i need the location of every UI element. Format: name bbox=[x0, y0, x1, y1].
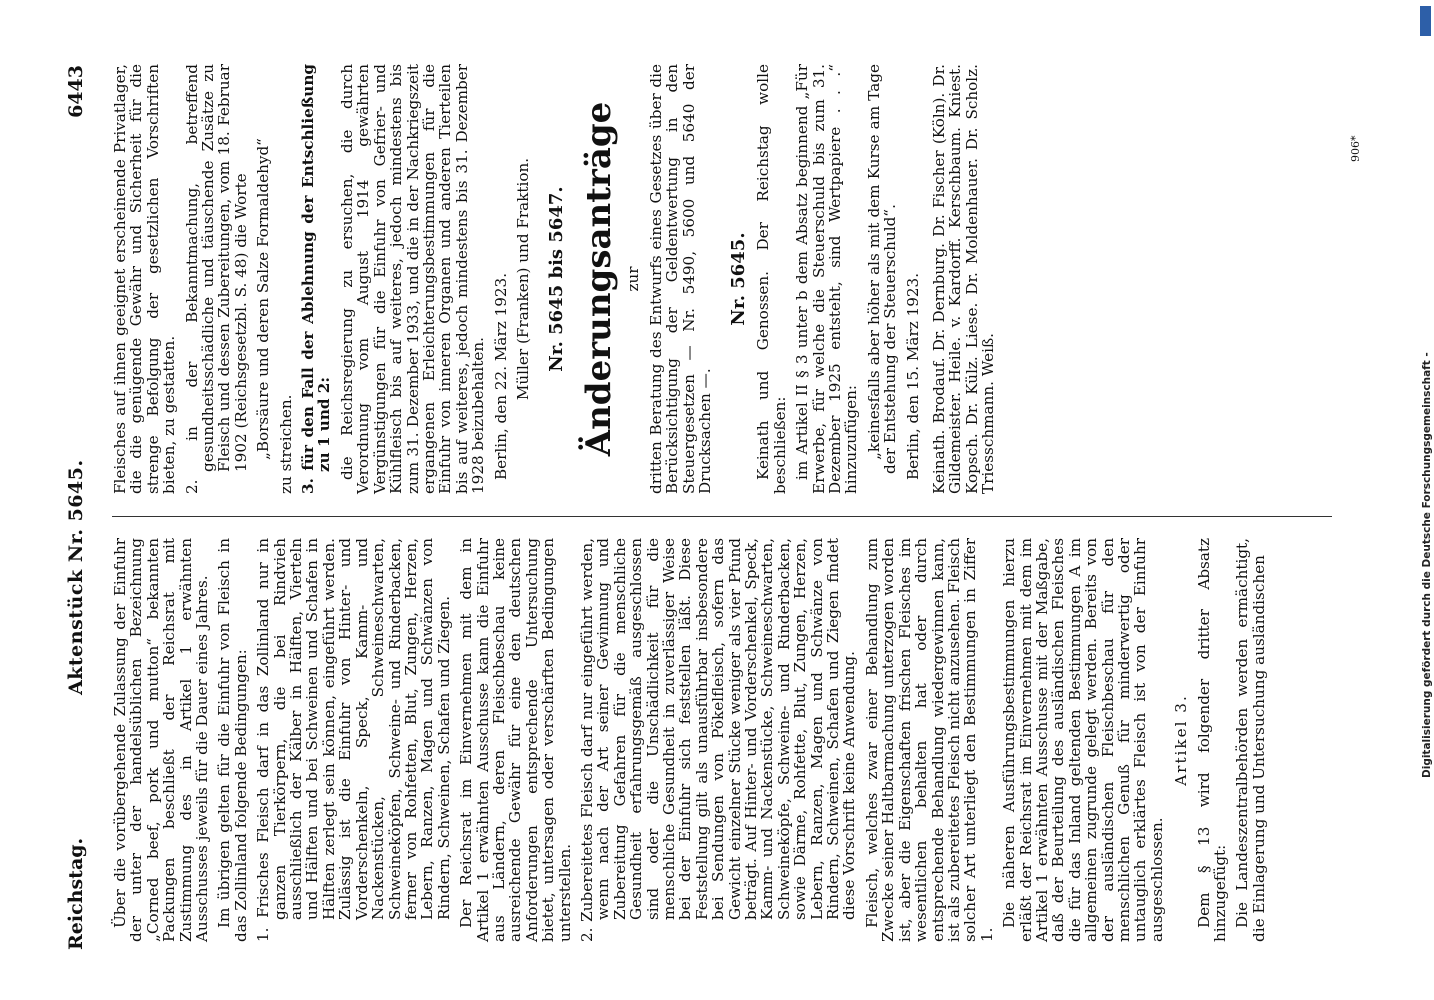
paragraph: zu streichen. bbox=[276, 394, 295, 494]
paragraph: Keinath und Genossen. Der Reichstag wolle beschließen: bbox=[754, 64, 789, 494]
date-line: Berlin, den 22. März 1923. bbox=[491, 272, 510, 480]
zur-label: zur bbox=[624, 266, 643, 292]
paragraph: Der Reichsrat im Einvernehmen mit dem in Artikel 1 erwähnten Ausschusse kann die Einfuhr aus Ländern, deren Fleischbeschau keine ausreichende Gewähr für eine den deutschen Anforderungen entsprechende Untersuchung bietet, untersagen oder verschärften Bedingungen unterstellen. bbox=[457, 538, 574, 942]
paragraph: die Reichsregierung zu ersuchen, die durch Verordnung vom August 1914 gewährten Vergünstigungen für die Einfuhr von Gefrier- und Kühlfleisch bis auf weiteres, jedoch mindestens bis zum 31. Dezember 1933, und die in der Nachkriegszeit ergangenen Erleichterungsbestimmungen für die Einfuhr von inneren Organen und anderen Tierteilen bis auf weiteres, jedoch mindestens bis 31. Dezember 1928 beizubehalten. bbox=[337, 64, 488, 494]
quoted-words: „Borsäure und deren Salze Formaldehyd“ bbox=[254, 138, 273, 460]
paragraph: Die Landeszentralbehörden werden ermächtigt, die Einlagerung und Untersuchung ausländischen bbox=[1233, 538, 1268, 942]
page-number: 6443 bbox=[65, 65, 87, 118]
date-line: Berlin, den 15. März 1923. bbox=[903, 272, 922, 480]
digitization-credit bbox=[1418, 0, 1432, 1000]
header-title: Aktenstück Nr. 5645. bbox=[65, 459, 87, 695]
paragraph: Die näheren Ausführungsbestimmungen hierzu erläßt der Reichsrat im Einvernehmen mit dem im Artikel 1 erwähnten Ausschusse mit der Maßgabe, daß der Beurteilung des ausländischen Fleisches die für das Inland geltenden Bestimmungen A im allgemeinen zugrunde gelegt werden. Bereits von der ausländischen Fleischbeschau für den menschlichen Genuß für minderwertig oder untauglich erklärtes Fleisch ist von der Einfuhr ausgeschlossen. bbox=[1000, 538, 1166, 942]
list-item: 3. für den Fall der Ablehnung der Entschließung zu 1 und 2: bbox=[299, 64, 334, 494]
section-range: Nr. 5645 bis 5647. bbox=[546, 186, 568, 372]
motion-number: Nr. 5645. bbox=[728, 232, 750, 326]
paragraph: Über die vorübergehende Zulassung der Einfuhr der unter der handelsüblichen Bezeichnung „Corned beef, pork und mutton“ bekannten Packungen beschließt der Reichsrat mit Zustimmung des in Artikel 1 erwähnten Ausschusses jeweils für die Dauer eines Jahres. bbox=[111, 538, 212, 942]
article-heading: Artikel 3. bbox=[1172, 694, 1191, 786]
paragraph: Dem § 13 wird folgender dritter Absatz hinzugefügt: bbox=[1194, 538, 1229, 942]
paragraph: Fleisches auf ihnen geeignet erscheinende Privatlager, die die genügende Gewähr und Sicherheit für die strenge Befolgung der gesetzlichen Vorschriften bieten, zu gestatten. bbox=[111, 64, 179, 494]
paragraph: dritten Beratung des Entwurfs eines Gesetzes über die Berücksichtigung der Geldentwertung in den Steuergesetzen — Nr. 5490, 5600 und 5640 der Drucksachen —. bbox=[646, 64, 714, 494]
signers: Keinath. Brodauf. Dr. Dernburg. Dr. Fischer (Köln). Dr. Gildemeister. Heile. v. Kardorff. Kerschbaum. Kniest. Kopsch. Dr. Külz. Liese. Dr. Moldenhauer. Dr. Scholz. Triesschmann. Weiß. bbox=[930, 64, 998, 494]
header-left: Reichstag. bbox=[65, 837, 87, 950]
paragraph: im Artikel II § 3 unter b dem Absatz beginnend „Für Erwerbe, für welche die Steuerschuld bis zum 31. Dezember 1925 entsteht, sind Wertpapiere . . .“ hinzuzufügen: bbox=[793, 64, 861, 494]
page-mark: 906* bbox=[1349, 135, 1362, 162]
quoted-text: „keinesfalls aber höher als mit dem Kurse am Tage der Entstehung der Steuerschuld“. bbox=[864, 64, 900, 474]
page-header bbox=[62, 65, 96, 950]
section-title: Änderungsanträge bbox=[579, 101, 620, 457]
paragraph: Im übrigen gelten für die Einfuhr von Fleisch in das Zollinland folgende Bedingungen: bbox=[215, 538, 250, 942]
list-item: 2. Zubereitetes Fleisch darf nur eingeführt werden, wenn nach der Art seiner Gewinnung und Zubereitung Gefahren für die menschliche Gesundheit erfahrungsgemäß ausgeschlossen sind oder die Unschädlichkeit für die menschliche Gesundheit in zuverlässiger Weise bei der Einfuhr sich feststellen läßt. Diese Feststellung gilt als unausführbar insbesondere bei Sendungen von Pökelfleisch, sofern das Gewicht einzelner Stücke weniger als vier Pfund beträgt. Auf Hinter- und Vorderschenkel, Speck, Kamm- und Nackenstücke, Schweineschwarten, Schweineköpfe, Schweine- und Rinderbacken, sowie Därme, Rohfette, Blut, Zungen, Herzen, Lebern, Ranzen, Magen und Schwänze von Rindern, Schweinen, Schafen und Ziegen findet diese Vorschrift keine Anwendung. bbox=[577, 538, 859, 942]
list-item: 1. Frisches Fleisch darf in das Zollinland nur in ganzen Tierkörpern, die bei Rindvieh ausschließlich der Kälber in Hälften, Vierteln und Hälften und bei Schweinen und Schafen in Hälften zerlegt sein können, eingeführt werden. Zulässig ist die Einfuhr von Hinter- und Vorderschenkeln, Speck, Kamm- und Nackenstücken, Schweineschwarten, Schweineköpfen, Schweine- und Rinderbacken, ferner von Rohfetten, Blut, Zungen, Herzen, Lebern, Ranzen, Magen und Schwänzen von Rindern, Schweinen, Schafen und Ziegen. bbox=[254, 538, 453, 942]
signature: Müller (Franken) und Fraktion. bbox=[513, 157, 532, 401]
credit-text: Digitalisierung gefördert durch die Deutsche Forschungsgemeinschaft - bbox=[1421, 352, 1433, 778]
paragraph: Fleisch, welches zwar einer Behandlung zum Zwecke seiner Haltbarmachung unterzogen worden ist, aber die Eigenschaften frischen Fleisches im wesentlichen behalten hat oder durch entsprechende Behandlung wiedergewinnen kann, ist als zubereitetes Fleisch nicht anzusehen. Fleisch solcher Art unterliegt den Bestimmungen in Ziffer 1. bbox=[862, 538, 996, 942]
right-column bbox=[112, 64, 1003, 494]
list-item: 2. in der Bekanntmachung, betreffend gesundheitsschädliche und täuschende Zusätze zu Fleisch und dessen Zubereitungen, vom 18. Februar 1902 (Reichsgesetzbl. S. 48) die Worte bbox=[182, 64, 250, 494]
column-divider bbox=[112, 516, 1332, 517]
left-column bbox=[112, 538, 1273, 942]
